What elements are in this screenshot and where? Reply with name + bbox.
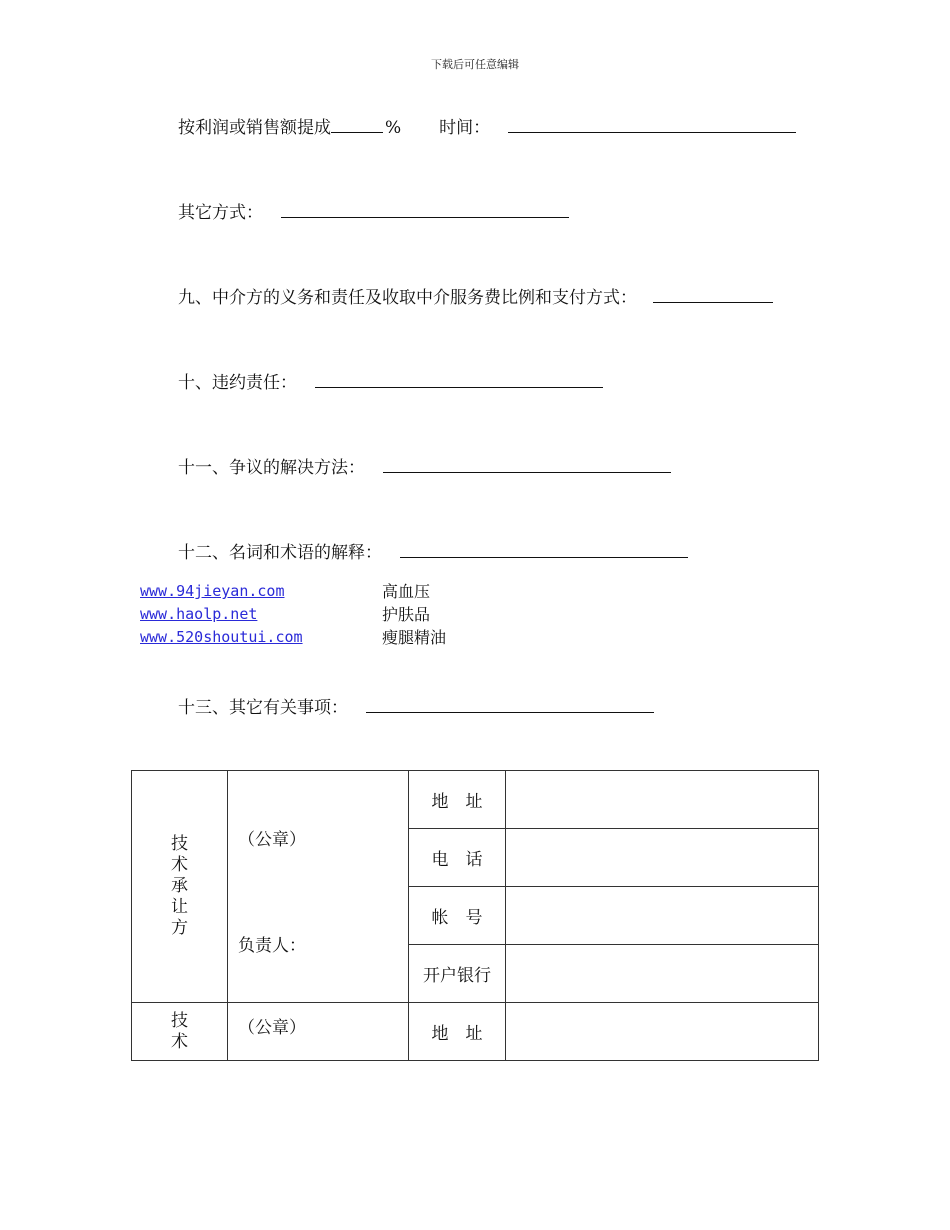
- party2-seal-label: （公章）: [238, 1018, 306, 1038]
- clause-9-label: 九、中介方的义务和责任及收取中介服务费比例和支付方式：: [178, 288, 637, 308]
- party2-name-cell: [132, 1003, 228, 1061]
- clause-13-blank[interactable]: [366, 711, 654, 713]
- link-520shoutui[interactable]: www.520shoutui.com: [140, 628, 303, 646]
- party1-char: 技: [171, 834, 188, 854]
- other-methods-label: 其它方式：: [178, 203, 263, 223]
- party1-seal-label: （公章）: [238, 830, 306, 850]
- link-haolp[interactable]: www.haolp.net: [140, 605, 258, 623]
- clause-12-blank[interactable]: [400, 556, 688, 558]
- link-row: [140, 580, 446, 603]
- party1-responsible-label: 负责人：: [238, 936, 306, 956]
- party2-char: 技: [171, 1010, 188, 1031]
- clause-9-blank[interactable]: [653, 301, 773, 303]
- time-label: 时间：: [439, 118, 491, 138]
- party-info-table: [131, 770, 819, 1061]
- account-value-field[interactable]: [506, 887, 819, 945]
- clause-13-label: 十三、其它有关事项：: [178, 698, 348, 718]
- party1-char: 让: [171, 897, 188, 917]
- ad-links: [140, 580, 446, 649]
- party2-seal-cell: [228, 1003, 409, 1061]
- clause-10-line: [178, 368, 603, 393]
- link-keyword: 瘦腿精油: [382, 628, 447, 647]
- clause-10-blank[interactable]: [315, 386, 603, 388]
- other-methods-line: [178, 198, 569, 223]
- commission-label: 按利润或销售额提成: [178, 118, 331, 138]
- party1-name-cell: [132, 771, 228, 1003]
- account-label: 帐 号: [409, 887, 506, 945]
- party2-address-label: 地 址: [409, 1003, 506, 1061]
- clause-12-line: [178, 538, 688, 563]
- other-methods-blank[interactable]: [281, 216, 569, 218]
- time-blank[interactable]: [508, 131, 796, 133]
- link-row: [140, 603, 446, 626]
- phone-value-field[interactable]: [506, 829, 819, 887]
- percent-sign: %: [385, 118, 402, 138]
- page-header: 下载后可任意编辑: [431, 58, 519, 71]
- commission-blank[interactable]: [331, 131, 383, 133]
- clause-11-blank[interactable]: [383, 471, 671, 473]
- bank-value-field[interactable]: [506, 945, 819, 1003]
- link-94jieyan[interactable]: www.94jieyan.com: [140, 582, 285, 600]
- link-keyword: 护肤品: [382, 605, 431, 624]
- clause-9-line: [178, 283, 773, 308]
- phone-label: 电 话: [409, 829, 506, 887]
- party1-char: 承: [171, 876, 188, 896]
- party1-char: 术: [171, 855, 188, 875]
- party1-seal-cell: [228, 771, 409, 1003]
- address-value-field[interactable]: [506, 771, 819, 829]
- clause-13-line: [178, 693, 654, 718]
- commission-line: [178, 113, 796, 138]
- bank-label: 开户银行: [409, 945, 506, 1003]
- link-row: [140, 626, 446, 649]
- clause-12-label: 十二、名词和术语的解释：: [178, 543, 382, 563]
- party1-char: 方: [171, 918, 188, 938]
- link-keyword: 高血压: [382, 582, 431, 601]
- party2-char: 术: [171, 1031, 188, 1052]
- party2-address-value-field[interactable]: [506, 1003, 819, 1061]
- clause-11-line: [178, 453, 671, 478]
- clause-11-label: 十一、争议的解决方法：: [178, 458, 365, 478]
- address-label: 地 址: [409, 771, 506, 829]
- clause-10-label: 十、违约责任：: [178, 373, 297, 393]
